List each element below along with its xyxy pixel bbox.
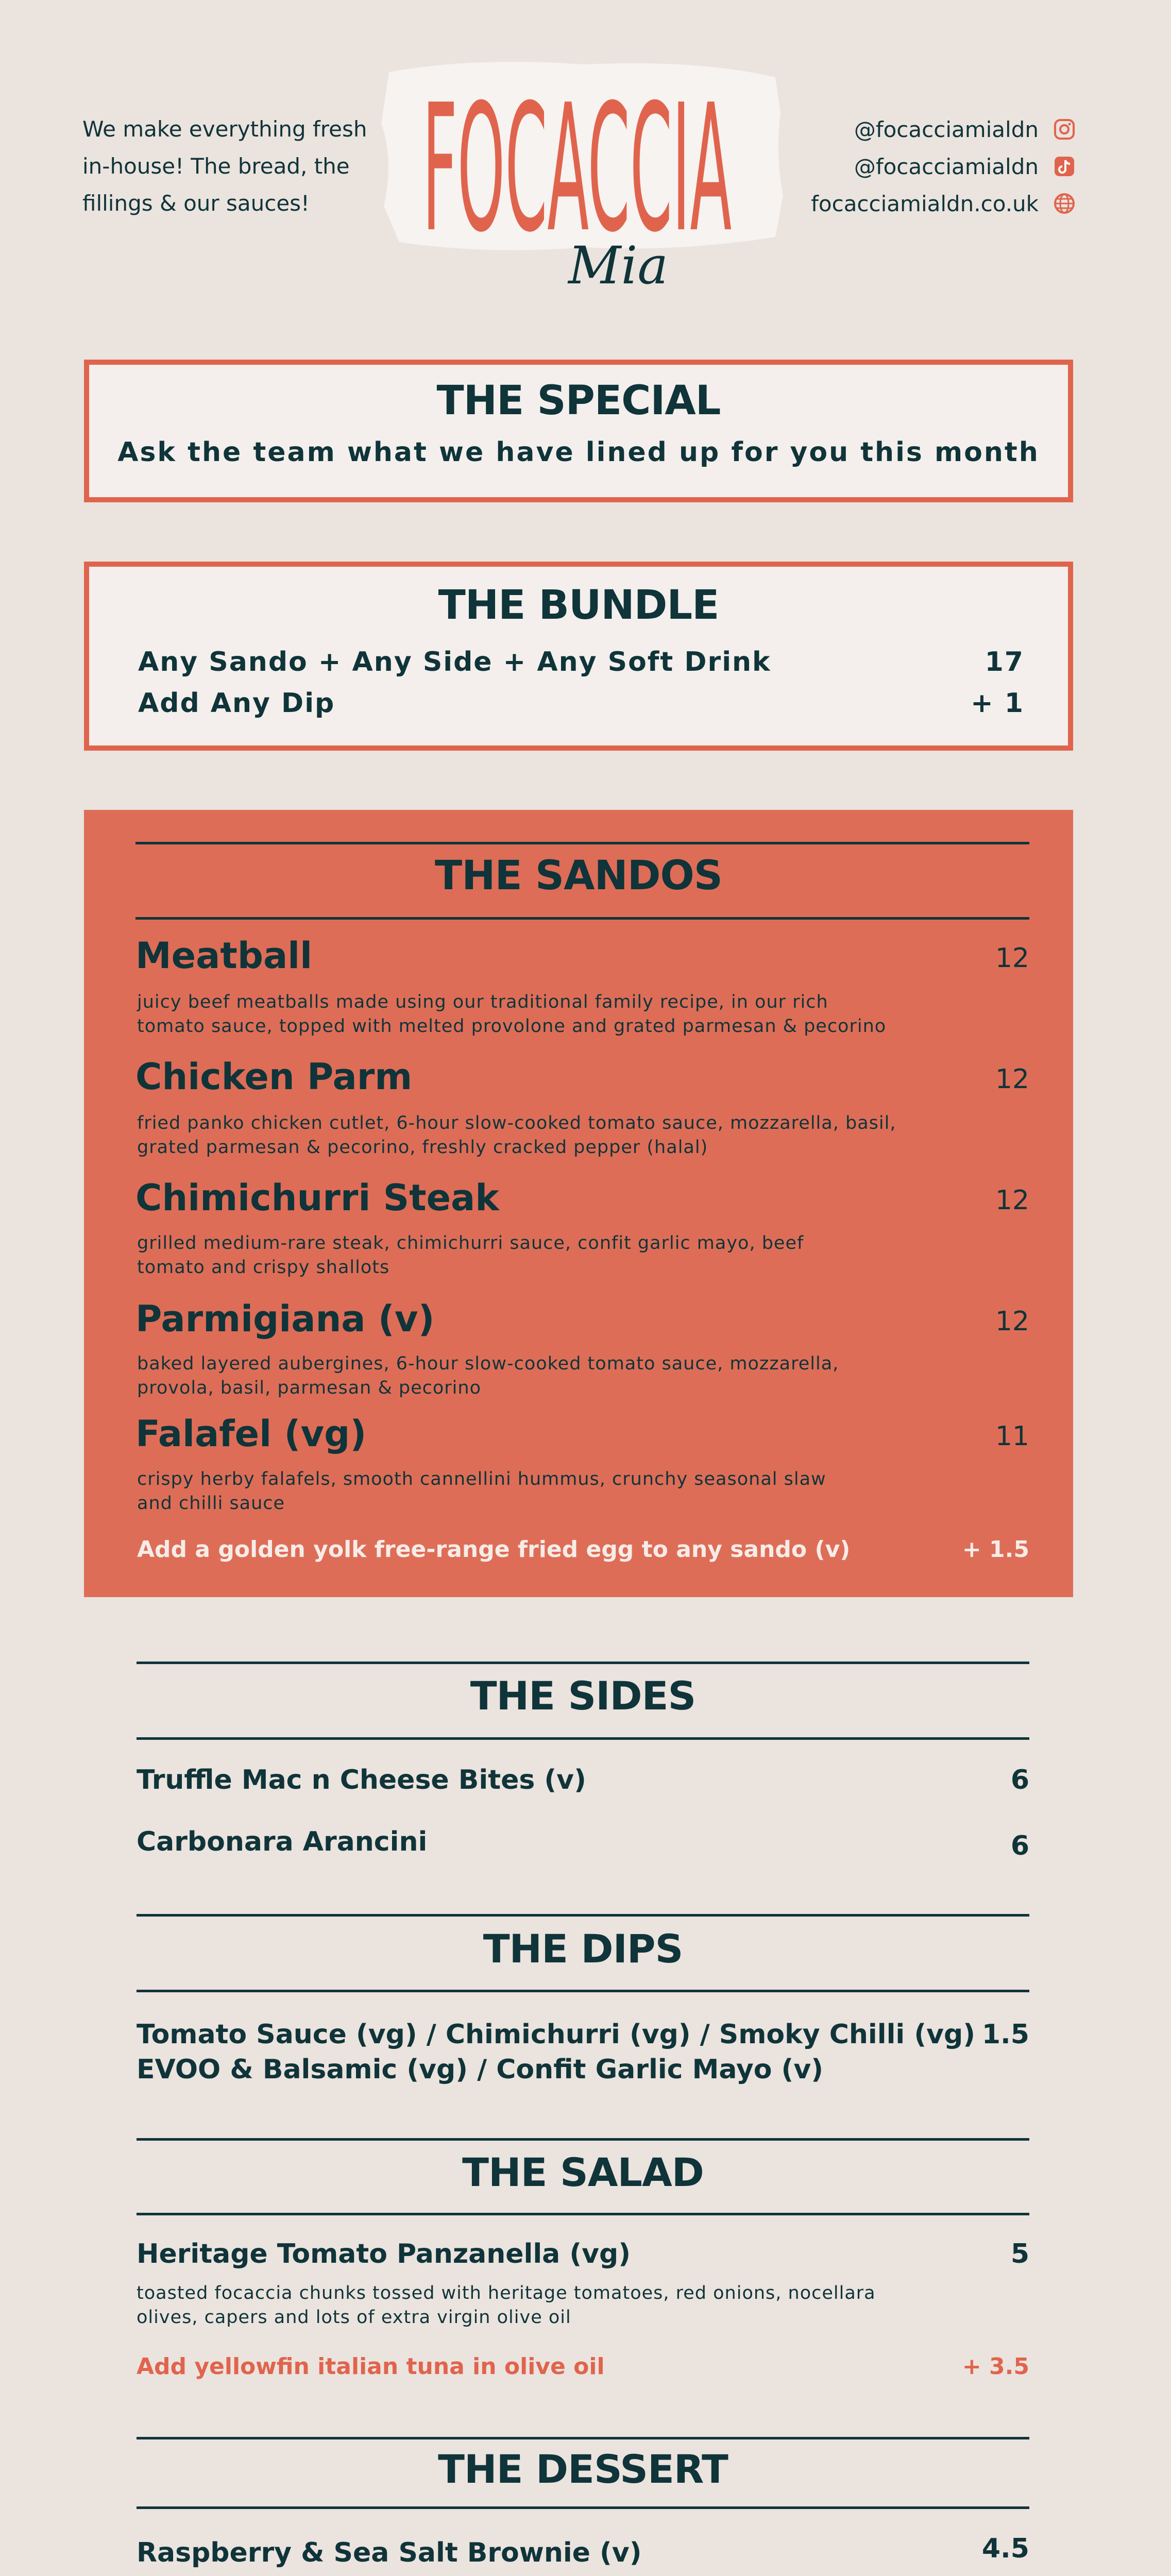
sando-price: 12 xyxy=(995,1306,1029,1337)
addon-price: + 1.5 xyxy=(962,1536,1029,1563)
special-box xyxy=(84,360,1073,502)
sando-name: Parmigiana (v) xyxy=(135,1298,435,1340)
dips-names xyxy=(137,2017,975,2087)
sando-description-line: grilled medium-rare steak, chimichurri sauce, confit garlic mayo, beef xyxy=(137,1233,804,1253)
logo-script xyxy=(541,216,695,314)
side-item xyxy=(137,1765,1029,1795)
divider xyxy=(137,1914,1029,1917)
intro-text xyxy=(82,111,371,222)
sando-name: Chimichurri Steak xyxy=(135,1177,499,1219)
sando-description xyxy=(137,990,910,1039)
sandos-section xyxy=(84,810,1073,1597)
item-price: 6 xyxy=(1010,1765,1029,1795)
sando-description-line: baked layered aubergines, 6-hour slow-cooked tomato sauce, mozzarella, xyxy=(137,1353,839,1374)
sando-description xyxy=(137,1467,910,1516)
special-title: THE SPECIAL xyxy=(436,378,721,424)
divider xyxy=(135,917,1029,920)
sandos-title: THE SANDOS xyxy=(435,853,722,899)
dips-line: EVOO & Balsamic (vg) / Confit Garlic Mayo (v) xyxy=(137,2054,823,2085)
item-name: Heritage Tomato Panzanella (vg) xyxy=(137,2239,631,2269)
bundle-label: Any Sando + Any Side + Any Soft Drink xyxy=(138,647,771,677)
bundle-box xyxy=(84,562,1073,751)
item-name: Raspberry & Sea Salt Brownie (v) xyxy=(137,2537,642,2568)
sando-price: 12 xyxy=(995,1064,1029,1095)
dips-line: Tomato Sauce (vg) / Chimichurri (vg) / Smoky Chilli (vg) xyxy=(137,2019,975,2050)
item-price: 1.5 xyxy=(981,2019,1029,2050)
divider xyxy=(137,1737,1029,1740)
social-links xyxy=(715,111,1076,222)
social-website[interactable] xyxy=(715,185,1076,222)
salad-title: THE SALAD xyxy=(462,2149,704,2195)
bundle-row xyxy=(138,688,1024,719)
intro-line: fillings & our sauces! xyxy=(82,191,310,216)
addon-label: Add yellowfin italian tuna in olive oil xyxy=(137,2353,605,2380)
dips-list xyxy=(137,2017,1029,2087)
logo-wordmark: FOCACCIA xyxy=(422,77,732,247)
item-name: Truffle Mac n Cheese Bites (v) xyxy=(137,1765,586,1795)
item-price: 6 xyxy=(1010,1831,1029,1861)
bundle-title: THE BUNDLE xyxy=(438,582,719,629)
sando-description-line: tomato and crispy shallots xyxy=(137,1257,390,1278)
side-item xyxy=(137,1826,1029,1861)
bundle-row xyxy=(138,647,1024,677)
sando-description xyxy=(137,1231,910,1280)
special-text: Ask the team what we have lined up for you this month xyxy=(117,437,1040,468)
bundle-label: Add Any Dip xyxy=(138,688,335,719)
bundle-price: + 1 xyxy=(971,688,1024,719)
social-handle[interactable]: @focacciamialdn xyxy=(854,154,1039,179)
sando-description-line: crispy herby falafels, smooth cannellini hummus, crunchy seasonal slaw xyxy=(137,1469,826,1489)
addon-label: Add a golden yolk free-range fried egg to any sando (v) xyxy=(137,1536,851,1563)
salad-addon xyxy=(137,2353,1029,2380)
sando-name: Meatball xyxy=(135,935,313,977)
divider xyxy=(137,2437,1029,2439)
bundle-price: 17 xyxy=(985,647,1024,677)
social-handle[interactable]: @focacciamialdn xyxy=(854,116,1039,142)
salad-description xyxy=(137,2281,935,2330)
sides-title: THE SIDES xyxy=(470,1673,696,1719)
divider xyxy=(137,2138,1029,2141)
social-handle[interactable]: focacciamialdn.co.uk xyxy=(811,191,1039,216)
item-name: Carbonara Arancini xyxy=(137,1826,428,1857)
divider xyxy=(137,2213,1029,2215)
sando-description-line: and chilli sauce xyxy=(137,1493,285,1514)
item-price: 5 xyxy=(1010,2239,1029,2269)
social-instagram[interactable] xyxy=(715,111,1076,148)
dessert-item xyxy=(137,2533,1029,2568)
divider xyxy=(137,1662,1029,1664)
divider xyxy=(137,2506,1029,2509)
instagram-icon xyxy=(1053,118,1076,141)
intro-line: We make everything fresh xyxy=(82,116,367,142)
intro-line: in-house! The bread, the xyxy=(82,154,350,179)
sando-price: 12 xyxy=(995,1185,1029,1216)
social-tiktok[interactable] xyxy=(715,148,1076,185)
sando-name: Falafel (vg) xyxy=(135,1413,367,1455)
dessert-title: THE DESSERT xyxy=(438,2446,728,2492)
description-line: toasted focaccia chunks tossed with heritage tomatoes, red onions, nocellara xyxy=(137,2283,876,2303)
addon-price: + 3.5 xyxy=(962,2353,1029,2380)
globe-icon xyxy=(1053,192,1076,215)
description-line: olives, capers and lots of extra virgin olive oil xyxy=(137,2307,571,2328)
item-price: 4.5 xyxy=(981,2533,1029,2564)
divider xyxy=(135,842,1029,844)
sando-addon xyxy=(137,1536,1029,1563)
sando-description-line: fried panko chicken cutlet, 6-hour slow-cooked tomato sauce, mozzarella, basil, xyxy=(137,1113,896,1133)
sando-description xyxy=(137,1352,910,1400)
salad-item xyxy=(137,2239,1029,2269)
sando-description-line: grated parmesan & pecorino, freshly cracked pepper (halal) xyxy=(137,1137,708,1158)
sando-price: 12 xyxy=(995,943,1029,974)
logo-script-text: Mia xyxy=(568,235,668,296)
divider xyxy=(137,1990,1029,1992)
sando-description-line: tomato sauce, topped with melted provolone and grated parmesan & pecorino xyxy=(137,1016,887,1037)
sando-name: Chicken Parm xyxy=(135,1056,413,1098)
sando-description-line: juicy beef meatballs made using our traditional family recipe, in our rich xyxy=(137,992,828,1012)
sando-description-line: provola, basil, parmesan & pecorino xyxy=(137,1378,481,1398)
dips-title: THE DIPS xyxy=(483,1926,683,1972)
sando-description xyxy=(137,1111,910,1160)
sando-price: 11 xyxy=(995,1421,1029,1452)
tiktok-icon xyxy=(1053,155,1076,178)
